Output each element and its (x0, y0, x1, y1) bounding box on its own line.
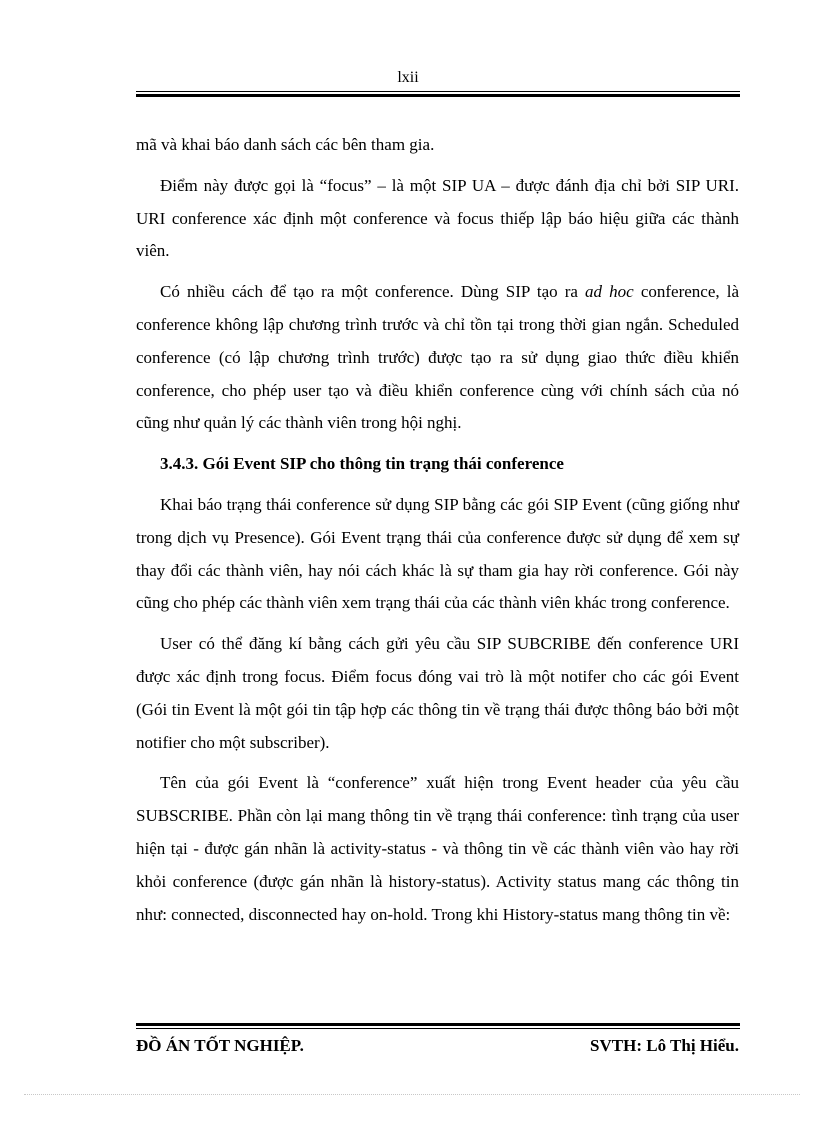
page-bottom-dotted-border (24, 1094, 800, 1095)
paragraph-3-text-before: Có nhiều cách để tạo ra một conference. Dùng SIP tạo ra (160, 282, 586, 302)
paragraph-3 (136, 276, 739, 440)
footer-thesis-label: ĐỒ ÁN TỐT NGHIỆP. (136, 1036, 304, 1055)
footer-rule-thick (136, 1023, 740, 1026)
section-heading: 3.4.3. Gói Event SIP cho thông tin trạng thái conference (160, 454, 564, 474)
header-rule-thick (136, 94, 740, 97)
paragraph-1: mã và khai báo danh sách các bên tham gia. (136, 135, 435, 154)
footer-rule-thin (136, 1028, 740, 1029)
document-body (136, 129, 739, 939)
paragraph-3-text-after: conference, là conference không lập chương trình trước và chỉ tồn tại trong thời gian ngắn. Scheduled conference (có lập chương trình trước) được tạo ra sử dụng giao thức điều khiển conference, cho phép user tạo và điều khiển conference cùng với chính sách của nó cũng như quản lý các thành viên trong hội nghị. (136, 282, 740, 433)
paragraph-4: Khai báo trạng thái conference sử dụng SIP bằng các gói SIP Event (cũng giống như trong dịch vụ Presence). Gói Event trạng thái của conference được sử dụng để xem sự thay đổi các thành viên, hay nói cách khác là sự tham gia hay rời conference. Gói này cũng cho phép các thành viên xem trạng thái của các thành viên khác trong conference. (136, 494, 739, 613)
italic-term: ad hoc (585, 282, 634, 302)
footer-student-name: SVTH: Lô Thị Hiểu. (590, 1036, 739, 1055)
paragraph-2: Điểm này được gọi là “focus” – là một SIP UA – được đánh địa chỉ bởi SIP URI. URI conference xác định một conference và focus thiếp lập báo hiệu giữa các thành viên. (136, 175, 739, 261)
paragraph-6: Tên của gói Event là “conference” xuất hiện trong Event header của yêu cầu SUBSCRIBE. Phần còn lại mang thông tin về trạng thái conference: tình trạng của user hiện tại - được gán nhãn là activity-status - và thông tin về các thành viên vào hay rời khỏi conference (được gán nhãn là history-status). Activity status mang các thông tin như: connected, disconnected hay on-hold. Trong khi History-status mang thông tin về: (136, 773, 739, 924)
header-rule-thin (136, 91, 740, 92)
paragraph-5: User có thể đăng kí bằng cách gửi yêu cầu SIP SUBCRIBE đến conference URI được xác định trong focus. Điểm focus đóng vai trò là một notifer cho các gói Event (Gói tin Event là một gói tin tập hợp các thông tin về trạng thái được thông báo bởi một notifier cho một subscriber). (136, 634, 739, 752)
page-number: lxii (397, 69, 419, 86)
